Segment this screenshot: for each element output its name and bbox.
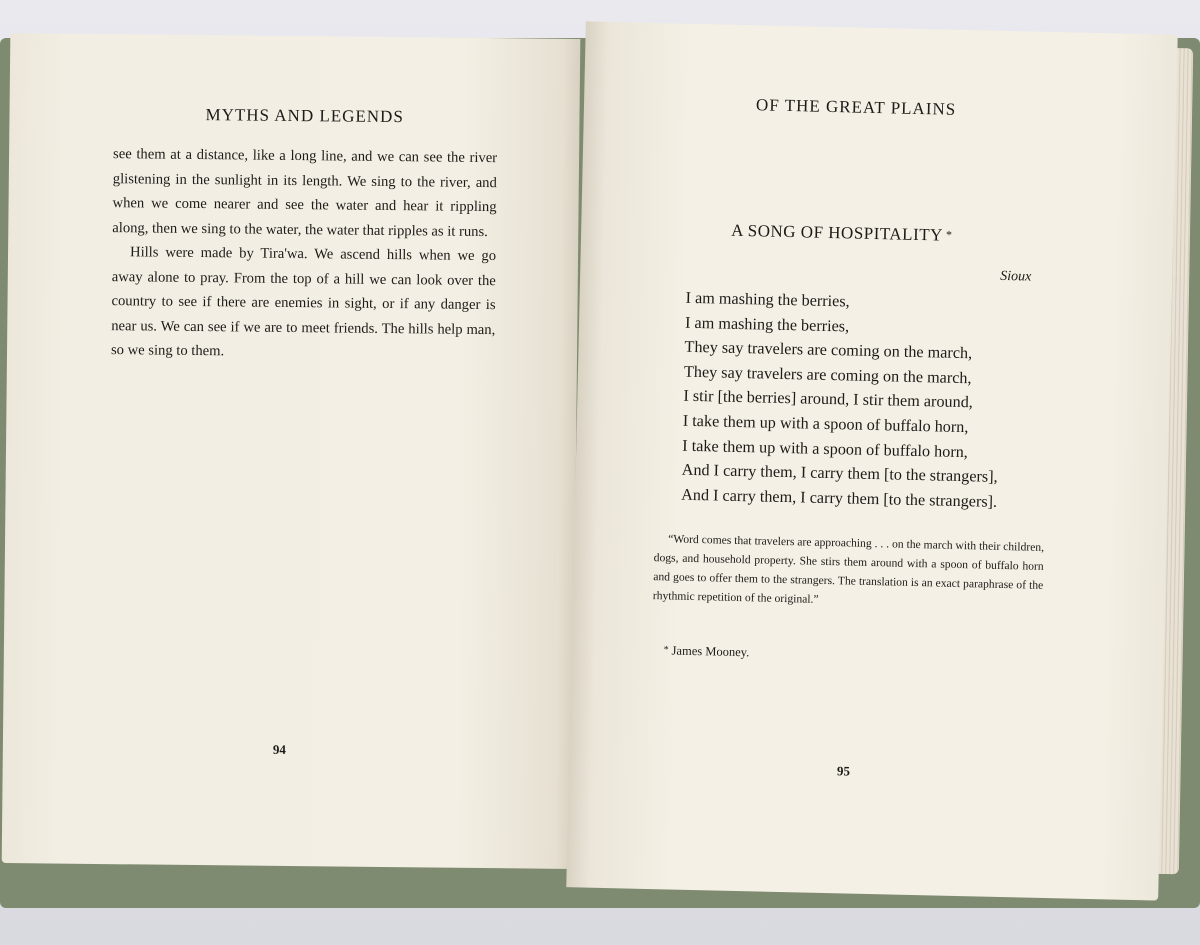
poem-line: They say travelers are coming on the march, (684, 337, 973, 363)
tribe-attribution: Sioux (1000, 268, 1032, 285)
poem-title-text: A SONG OF HOSPITALITY (730, 220, 944, 245)
right-running-head: OF THE GREAT PLAINS (755, 95, 957, 119)
poem-line: They say travelers are coming on the march, (683, 362, 972, 388)
poem-line: I am mashing the berries, (685, 288, 850, 311)
poem-line: I take them up with a spoon of buffalo horn, (682, 436, 969, 461)
right-page-number: 95 (836, 763, 851, 779)
poem-title (731, 221, 953, 246)
paragraph: Hills were made by Tira'wa. We ascend hills when we go away alone to pray. From the top of a hill we can look over the country to see if there are enemies in sight, or if any danger is near us. We can see if we are to meet friends. The hills help man, so we sing to them. (110, 244, 497, 360)
poem-line: I am mashing the berries, (684, 313, 850, 336)
footnote-reference: * (945, 227, 953, 242)
poem (681, 286, 1002, 514)
left-page-number: 94 (272, 741, 286, 757)
paragraph: see them at a distance, like a long line, and we can see the river glistening in the sunlight in its length. We sing to the river, and when we come nearer and see the water and hear it rippling along, then we sing to the water, the water that ripples as it runs. (112, 146, 498, 240)
footnote-mark: * (663, 644, 669, 656)
poem-line: I take them up with a spoon of buffalo horn, (682, 411, 969, 437)
footnote (663, 643, 749, 660)
right-page (566, 21, 1177, 900)
explanatory-note: “Word comes that travelers are approaching . . . on the march with their children, dogs, and household property. She stirs them around with a spoon of buffalo horn and goes to offer them to the strangers. The translation is an exact paraphrase of the rhythmic repetition of the original.” (652, 532, 1045, 606)
poem-line: And I carry them, I carry them [to the strangers], (681, 460, 998, 487)
left-running-head: MYTHS AND LEGENDS (205, 105, 404, 127)
left-body-text (111, 142, 497, 367)
poem-line: And I carry them, I carry them [to the strangers]. (680, 485, 998, 511)
poem-line: I stir [the berries] around, I stir them around, (683, 387, 974, 412)
left-page (2, 33, 581, 869)
footnote-text: James Mooney. (671, 643, 750, 660)
